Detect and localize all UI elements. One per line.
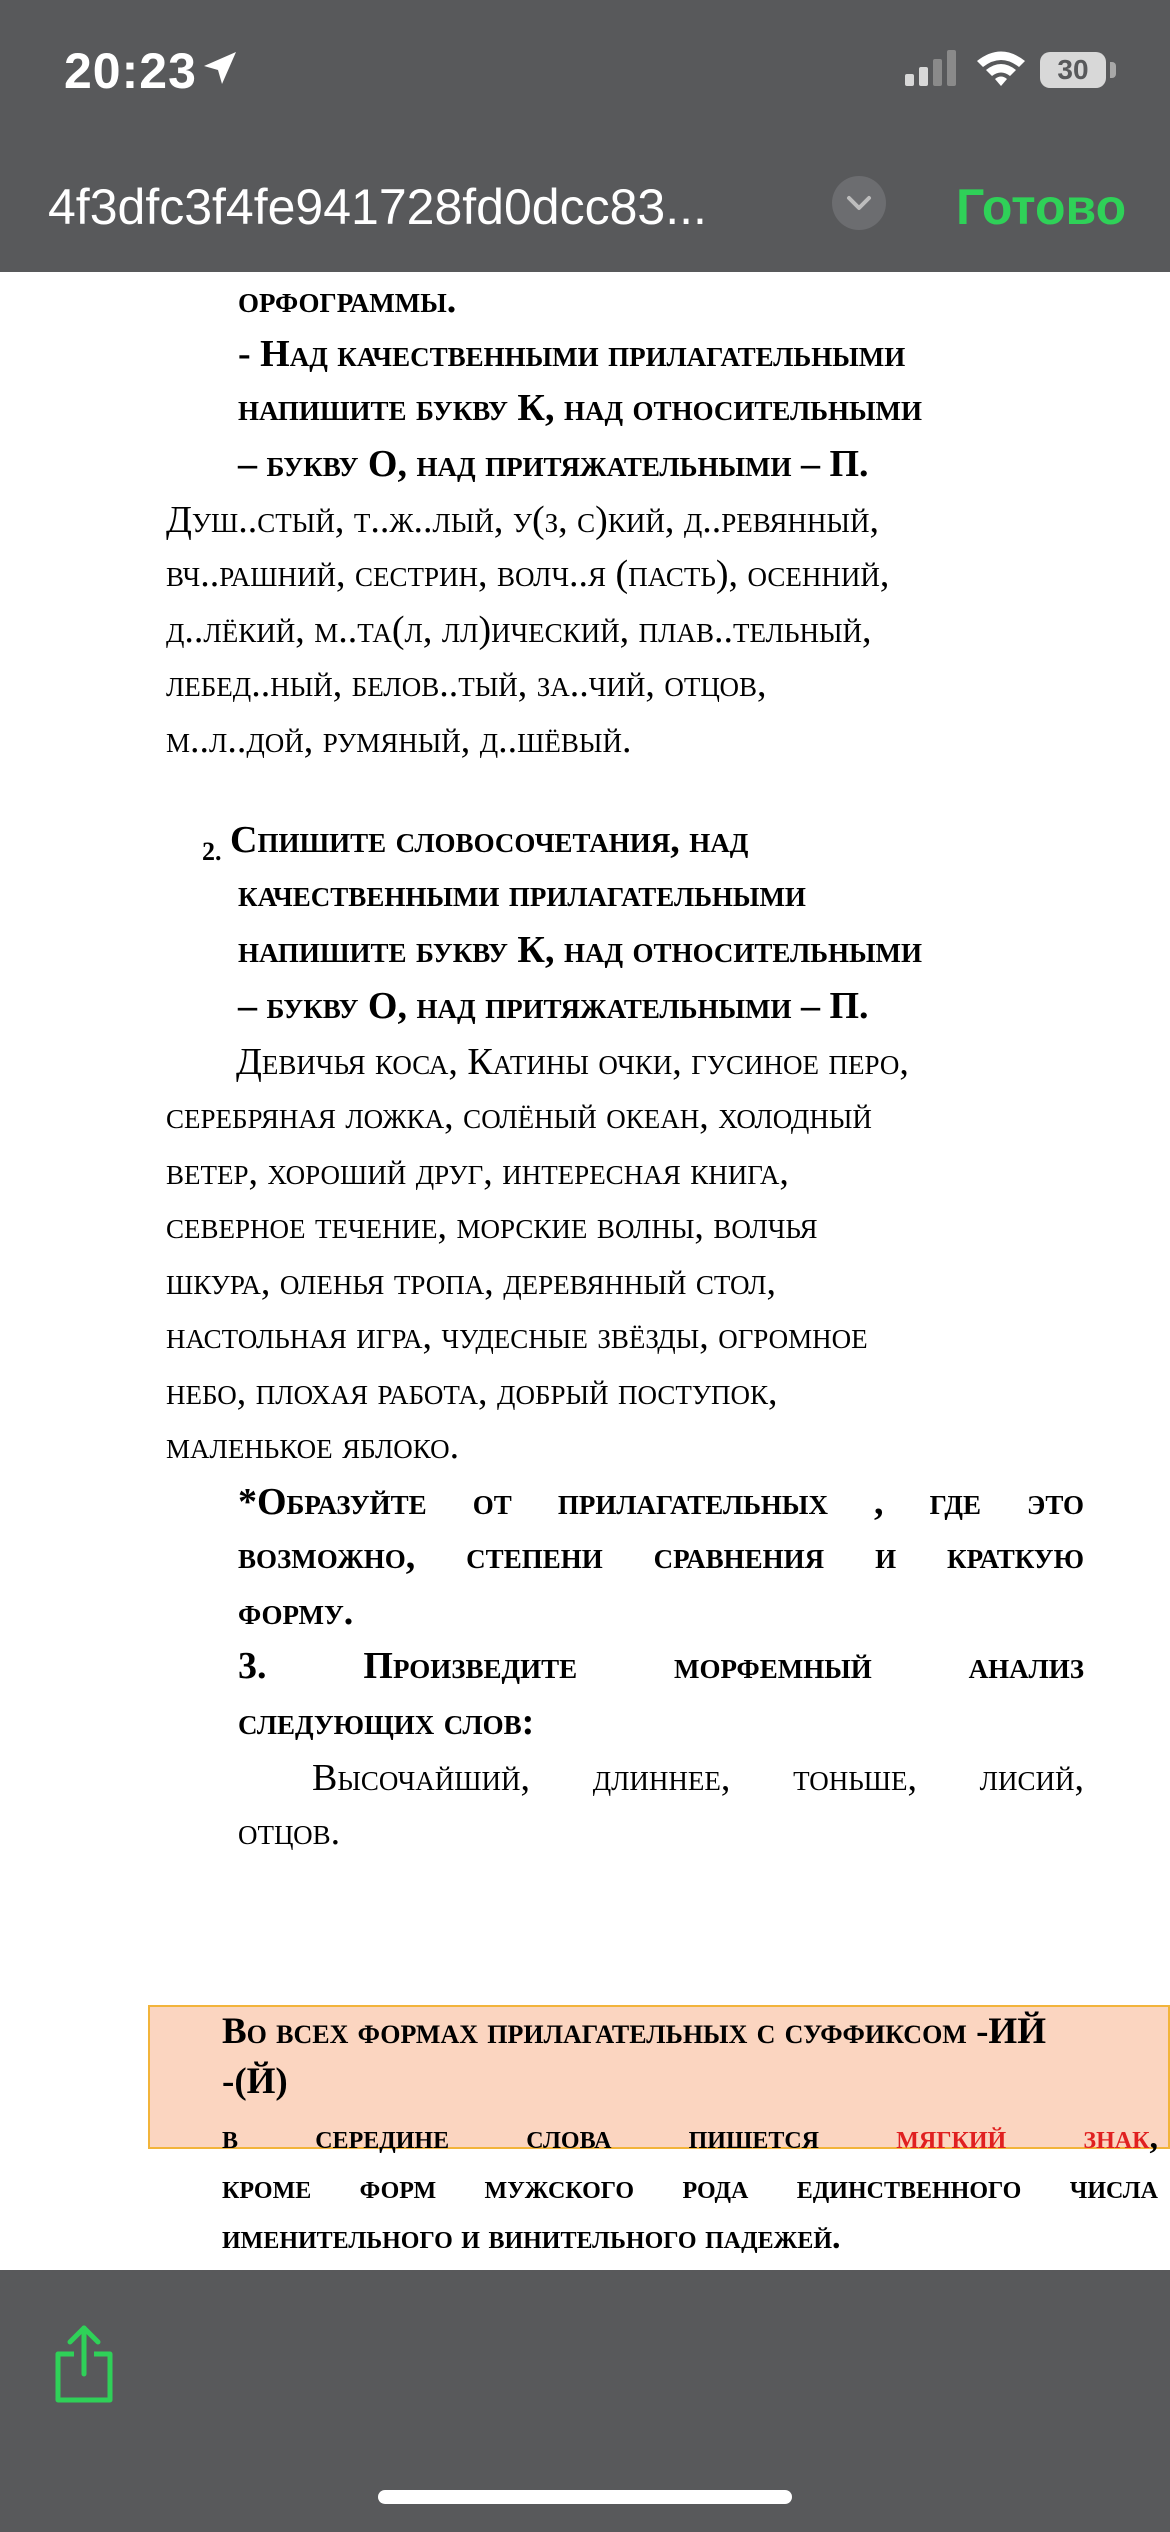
doc-line: орфограммы. bbox=[238, 279, 457, 321]
doc-line: напишите букву К, над относительными bbox=[238, 387, 923, 429]
note-text: , bbox=[1149, 2119, 1158, 2156]
doc-line: напишите букву К, над относительными bbox=[238, 929, 923, 971]
share-icon[interactable] bbox=[52, 2322, 116, 2406]
title-menu-button[interactable] bbox=[832, 176, 886, 230]
doc-line: ветер, хороший друг, интересная книга, bbox=[166, 1151, 789, 1193]
note-line: Во всех формах прилагательных с суффиксом -ИЙ bbox=[222, 2011, 1046, 2052]
doc-line: отцов. bbox=[238, 1811, 341, 1853]
doc-line: шкура, оленья тропа, деревянный стол, bbox=[166, 1261, 776, 1303]
doc-line: *Образуйте от прилагательных , где это bbox=[238, 1481, 1084, 1523]
note-line: кроме форм мужского рода единственного числа bbox=[222, 2169, 1158, 2206]
status-time: 20:23 bbox=[64, 43, 197, 99]
list-number: 2. bbox=[202, 837, 222, 866]
doc-line: форму. bbox=[238, 1591, 354, 1633]
doc-line: серебряная ложка, солёный океан, холодный bbox=[166, 1095, 872, 1137]
bottom-toolbar bbox=[0, 2270, 1170, 2532]
battery-indicator: 30 bbox=[1040, 52, 1106, 88]
note-line bbox=[222, 2112, 1158, 2164]
doc-line: – букву О, над притяжательными – П. bbox=[238, 985, 869, 1027]
doc-line: Спишите словосочетания, над bbox=[230, 819, 749, 861]
doc-line: северное течение, морские волны, волчья bbox=[166, 1205, 818, 1247]
document-title[interactable]: 4f3dfc3f4fe941728fd0dcc83... bbox=[48, 179, 707, 235]
doc-line: небо, плохая работа, добрый поступок, bbox=[166, 1371, 778, 1413]
doc-line: д..лёкий, м..та(л, лл)ический, плав..тельный, bbox=[166, 609, 872, 651]
cellular-signal-icon bbox=[905, 50, 961, 86]
status-bar bbox=[0, 0, 1170, 150]
home-indicator[interactable] bbox=[378, 2490, 792, 2504]
note-text: в середине слова пишется bbox=[222, 2119, 897, 2156]
doc-line: вч..рашний, сестрин, волч..я (пасть), осенний, bbox=[166, 553, 890, 595]
nav-bar bbox=[0, 150, 1170, 272]
doc-line: возможно, степени сравнения и краткую bbox=[238, 1535, 1084, 1577]
done-button[interactable]: Готово bbox=[956, 179, 1127, 235]
doc-line: – букву О, над притяжательными – П. bbox=[238, 443, 869, 485]
battery-tip bbox=[1110, 62, 1116, 78]
location-arrow-icon bbox=[200, 48, 240, 88]
doc-line: следующих слов: bbox=[238, 1701, 535, 1743]
doc-line: маленькое яблоко. bbox=[166, 1425, 460, 1467]
doc-line: - Над качественными прилагательными bbox=[238, 333, 906, 375]
soft-sign-highlight: мягкий знак bbox=[896, 2119, 1150, 2156]
document-page bbox=[0, 272, 1170, 2270]
doc-line: 3. Произведите морфемный анализ bbox=[238, 1645, 1084, 1687]
note-line: -(Й) bbox=[222, 2061, 288, 2102]
doc-line: м..л..дой, румяный, д..шёвый. bbox=[166, 719, 632, 761]
wifi-icon bbox=[975, 48, 1027, 88]
doc-line: настольная игра, чудесные звёзды, огромное bbox=[166, 1315, 868, 1357]
doc-line: качественными прилагательными bbox=[238, 873, 806, 915]
doc-line: Душ..стый, т..ж..лый, у(з, с)кий, д..ревянный, bbox=[166, 499, 879, 541]
note-line: именительного и винительного падежей. bbox=[222, 2219, 841, 2256]
doc-line: лебед..ный, белов..тый, за..чий, отцов, bbox=[166, 663, 767, 705]
doc-line: Высочайший, длиннее, тоньше, лисий, bbox=[312, 1757, 1084, 1799]
chevron-down-icon bbox=[832, 176, 886, 230]
doc-line: Девичья коса, Катины очки, гусиное перо, bbox=[236, 1041, 909, 1083]
